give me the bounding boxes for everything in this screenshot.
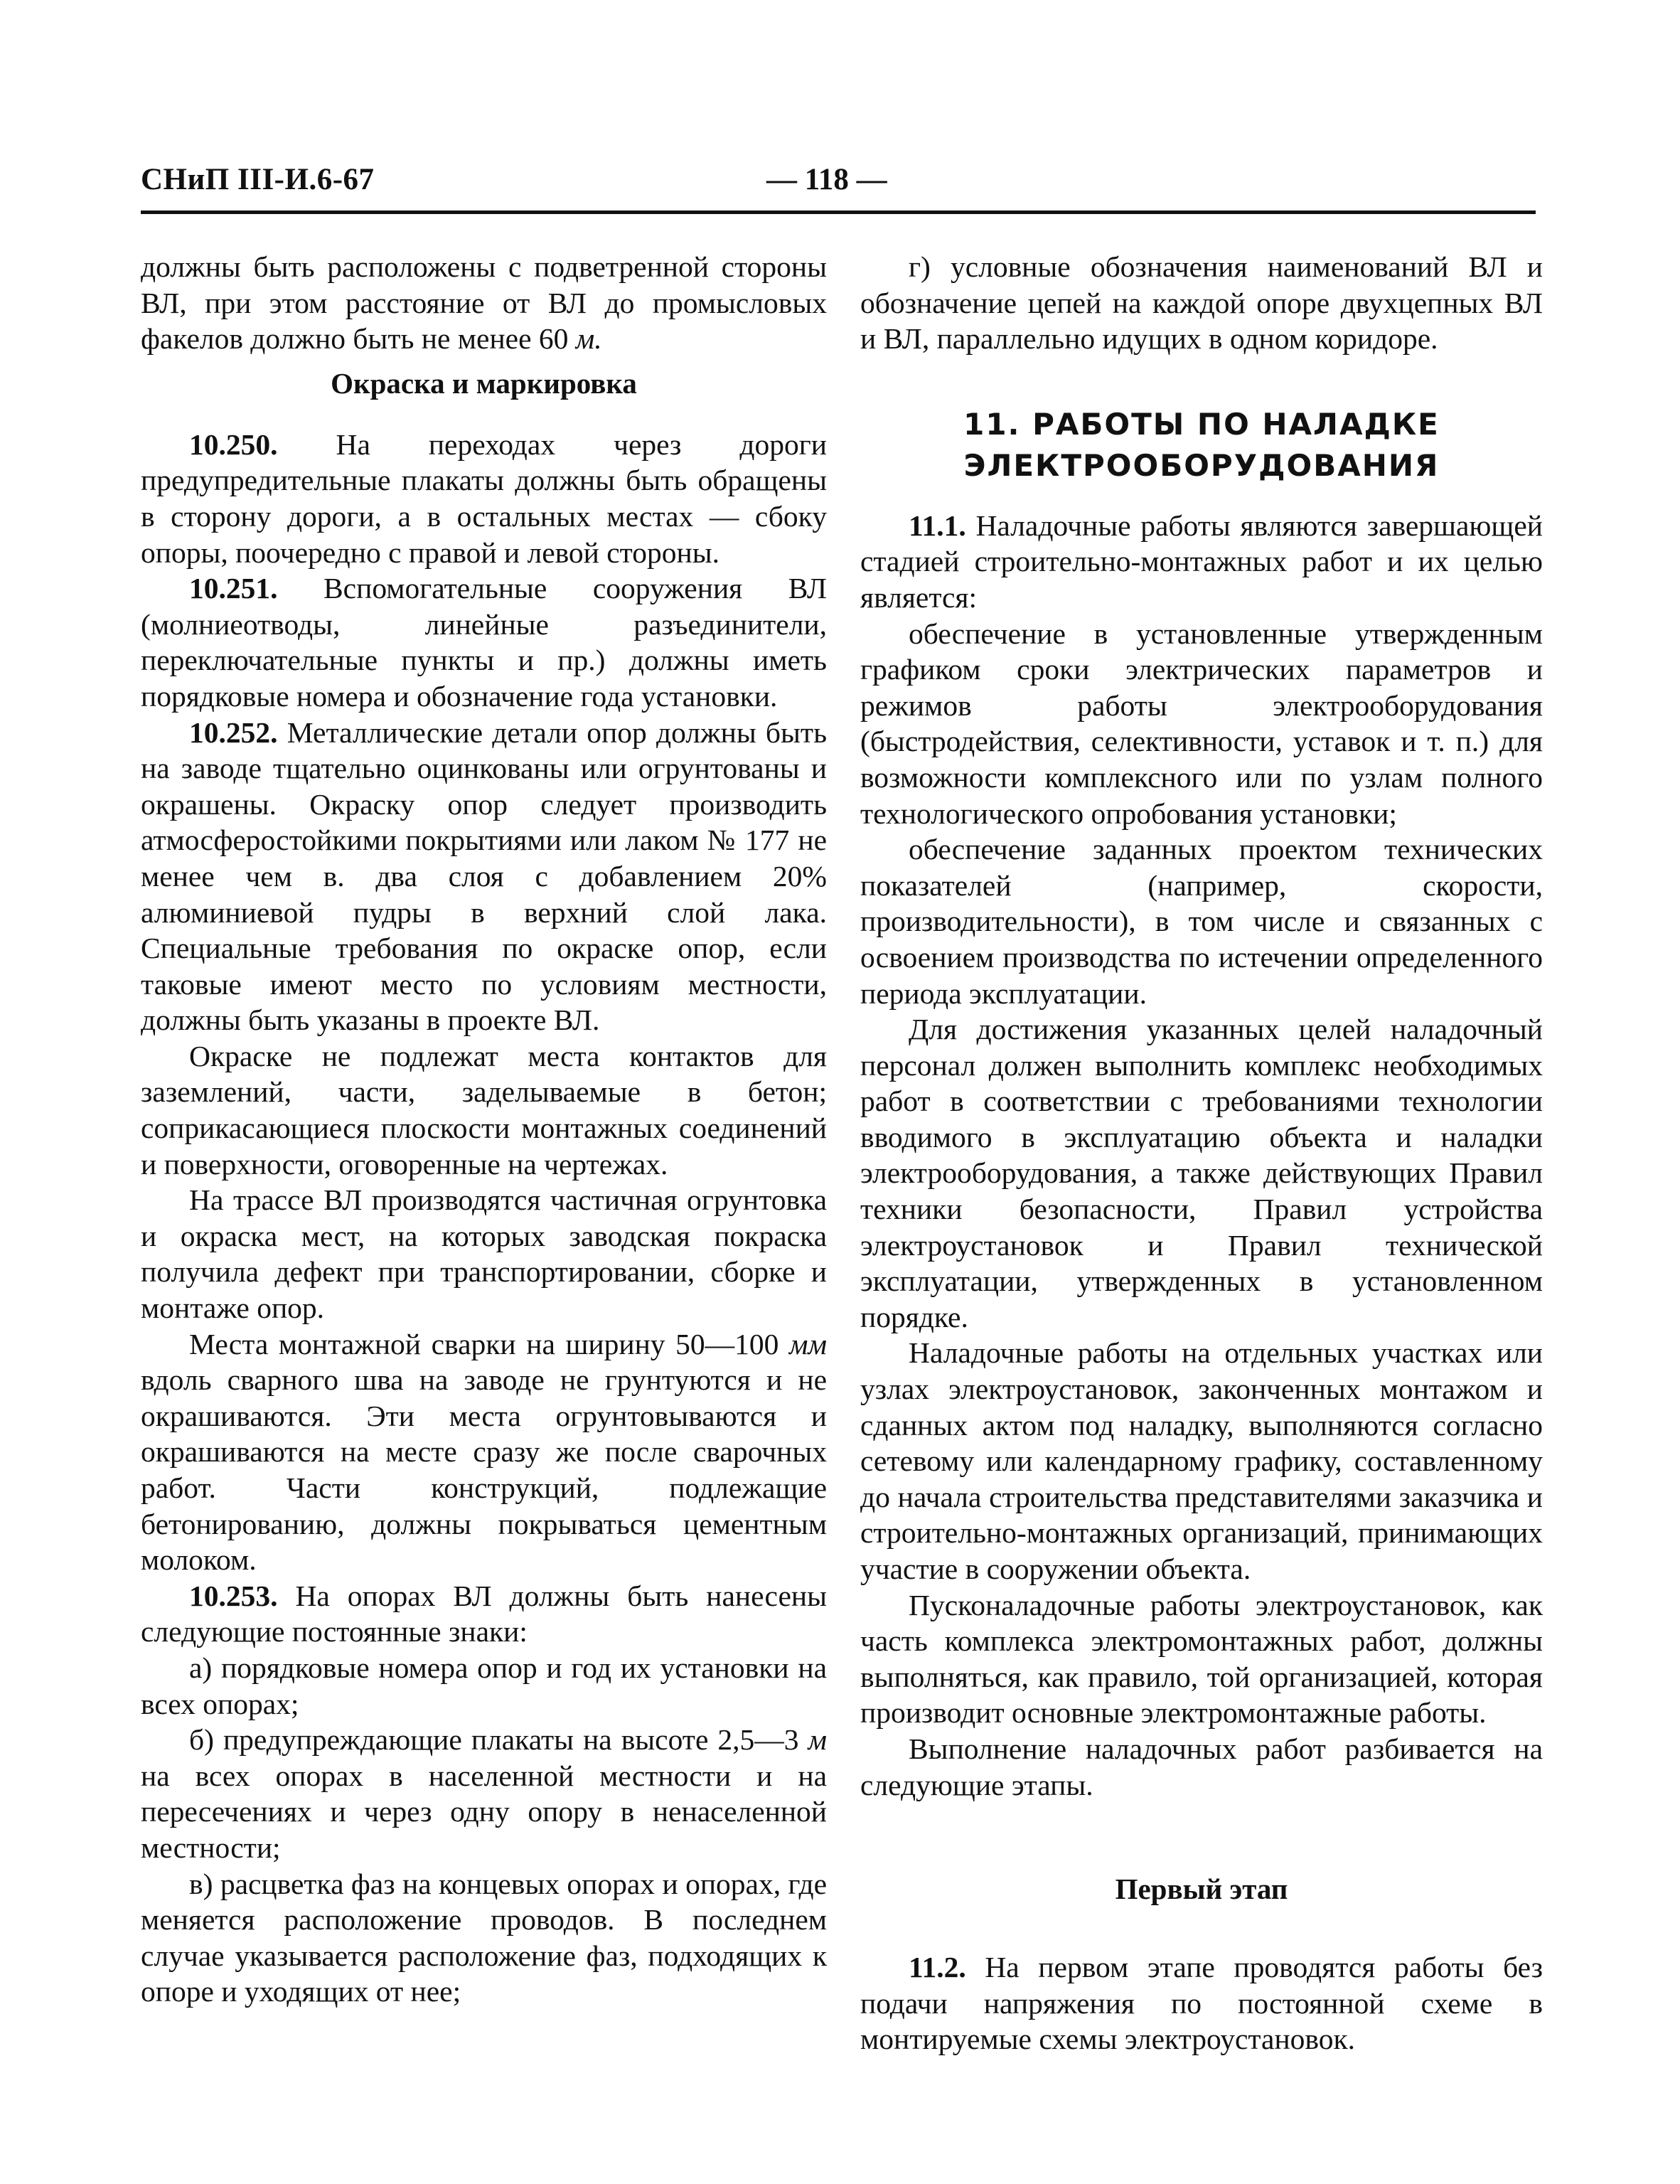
clause-10-252: 10.252. Металлические детали опор должны быть на заводе тщательно оцинкованы или огрунтованы и окрашены. Окраску опор следует производить атмосферостойкими покрытиями или лаком № 177 не менее чем в. два слоя с добавлением 20% алюминиевой пудры в верхний слой лака. Специальные требования по окраске опор, если таковые имеют место по условиям местности, должны быть указаны в проекте ВЛ. bbox=[141, 715, 827, 1037]
page-number: — 118 — bbox=[766, 163, 887, 196]
left-column bbox=[141, 249, 827, 2010]
paragraph-not-painted: Окраске не подлежат места контактов для заземлений, части, заделываемые в бетон; соприкасающиеся плоскости монтажных соединений и поверхности, оговоренные на чертежах. bbox=[141, 1039, 827, 1181]
paragraph-continuation: должны быть расположены с подветренной стороны ВЛ, при этом расстояние от ВЛ до промысловых факелов должно быть не менее 60 м. bbox=[141, 250, 827, 356]
paragraph-goals: Для достижения указанных целей наладочный персонал должен выполнить комплекс необходимых работ в соответствии с требованиями технологии вводимого в эксплуатацию объекта и наладки электрооборудования, а также действующих Правил техники безопасности, Правил устройства электроустановок и Правил технической эксплуатации, утвержденных в установленном порядке. bbox=[860, 1013, 1543, 1333]
clause-10-250: 10.250. На переходах через дороги предупредительные плакаты должны быть обращены в сторону дороги, а в остальных местах — сбоку опоры, поочередно с правой и левой стороны. bbox=[141, 427, 827, 569]
paragraph-stages: Выполнение наладочных работ разбивается на следующие этапы. bbox=[860, 1732, 1543, 1801]
subheading-painting: Окраска и маркировка bbox=[331, 366, 637, 400]
page-header bbox=[141, 162, 1536, 212]
paragraph-sections: Наладочные работы на отдельных участках или узлах электроустановок, законченных монтажом и сданных актом под наладку, выполняются согласно сетевому или календарному графику, составленному до начала строительства представителями заказчика и строительно-монтажных организаций, принимающих участие в сооружении объекта. bbox=[860, 1336, 1543, 1585]
list-item-c: в) расцветка фаз на концевых опорах и опорах, где меняется расположение проводов. В последнем случае указывается расположение фаз, подходящих к опоре и уходящих от нее; bbox=[141, 1867, 827, 2008]
clause-11-1: 11.1. Наладочные работы являются завершающей стадией строительно-монтажных работ и их целью является: bbox=[860, 508, 1543, 614]
right-column bbox=[860, 249, 1543, 2057]
paragraph-ensure-indicators: обеспечение заданных проектом технических показателей (например, скорости, производительности), в том числе и связанных с освоением производства по истечении определенного периода эксплуатации. bbox=[860, 833, 1543, 1010]
clause-11-2: 11.2. На первом этапе проводятся работы без подачи напряжения по постоянной схеме в монтируемые схемы электроустановок. bbox=[860, 1951, 1543, 2056]
clause-10-251: 10.251. Вспомогательные сооружения ВЛ (молниеотводы, линейные разъединители, переключательные пункты и пр.) должны иметь порядковые номера и обозначение года установки. bbox=[141, 572, 827, 713]
subheading-stage-1: Первый этап bbox=[1115, 1873, 1288, 1906]
paragraph-welding: Места монтажной сварки на ширину 50—100 мм вдоль сварного шва на заводе не грунтуются и не окрашиваются. Эти места огрунтовываются и окрашиваются на месте сразу же после сварочных работ. Части конструкций, подлежащие бетонированию, должны покрываться цементным молоком. bbox=[141, 1327, 827, 1577]
section-title-line-1: 11. РАБОТЫ ПО НАЛАДКЕ bbox=[963, 406, 1440, 442]
list-item-g: г) условные обозначения наименований ВЛ и обозначение цепей на каждой опоре двухцепных ВЛ и ВЛ, параллельно идущих в одном коридоре. bbox=[860, 250, 1543, 356]
paragraph-ensure-parameters: обеспечение в установленные утвержденным графиком сроки электрических параметров и режимов работы электрооборудования (быстродействия, селективности, уставок и т. п.) для возможности комплексного или по узлам полного технологического опробования установки; bbox=[860, 617, 1543, 830]
list-item-a: а) порядковые номера опор и год их установки на всех опорах; bbox=[141, 1651, 827, 1720]
section-title bbox=[860, 404, 1543, 486]
header-rule bbox=[141, 211, 1536, 214]
paragraph-startup: Пусконаладочные работы электроустановок, как часть комплекса электромонтажных работ, должны выполняться, как правило, той организацией, которая производит основные электромонтажные работы. bbox=[860, 1588, 1543, 1730]
paragraph-route: На трассе ВЛ производятся частичная огрунтовка и окраска мест, на которых заводская покраска получила дефект при транспортировании, сборке и монтаже опор. bbox=[141, 1183, 827, 1325]
section-title-line-2: ЭЛЕКТРООБОРУДОВАНИЯ bbox=[963, 447, 1440, 483]
clause-10-253: 10.253. На опорах ВЛ должны быть нанесены следующие постоянные знаки: bbox=[141, 1579, 827, 1648]
list-item-b: б) предупреждающие плакаты на высоте 2,5—3 м на всех опорах в населенной местности и на пересечениях и через одну опору в ненаселенной местности; bbox=[141, 1723, 827, 1864]
document-code: СНиП III-И.6-67 bbox=[141, 163, 375, 196]
